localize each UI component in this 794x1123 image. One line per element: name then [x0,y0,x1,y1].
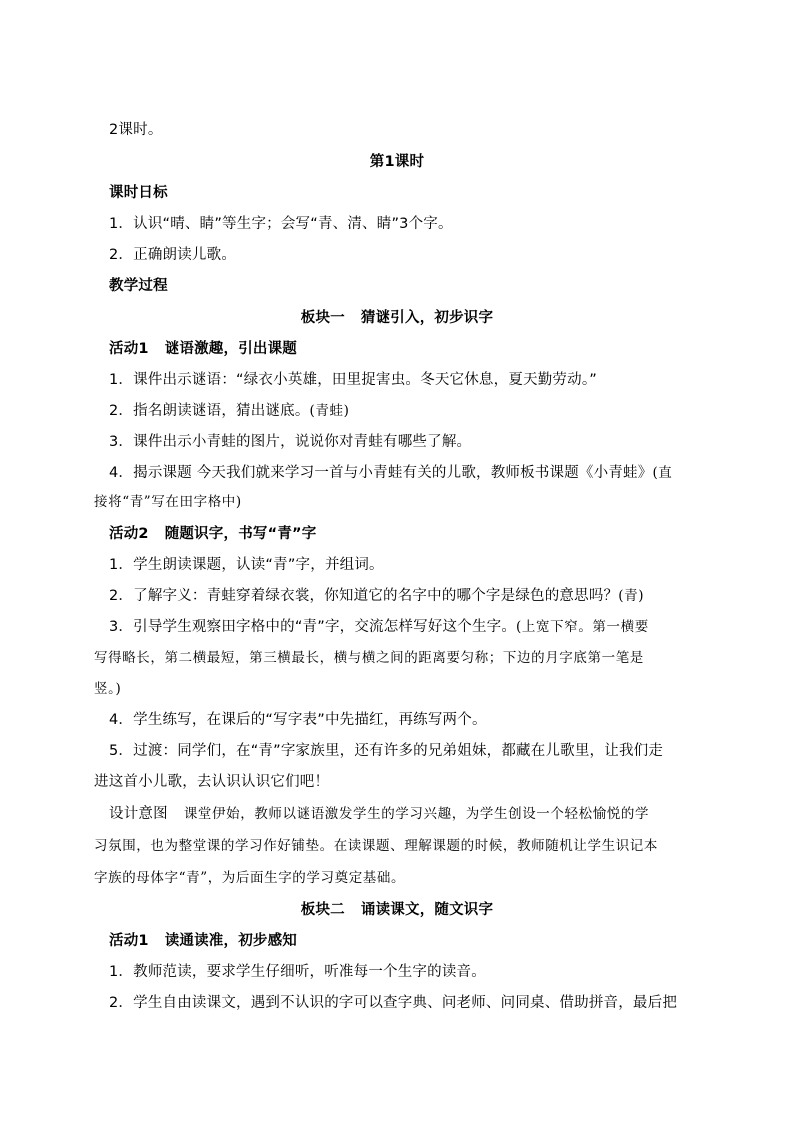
step-item: 5．过渡：同学们，在“青”字家族里，还有许多的兄弟姐妹，都藏在儿歌里，让我们走 [109,743,664,759]
step-note: (青) [618,588,645,604]
step-item: 3．课件出示小青蛙的图片，说说你对青蛙有哪些了解。 [109,434,472,450]
step-text: 3．引导学生观察田字格中的“青”字，交流怎样写好这个生字。 [109,619,517,635]
goal-item: 1．认识“晴、睛”等生字；会写“青、清、睛”3个字。 [109,216,453,232]
block-title: 猜谜引入，初步识字 [360,310,494,326]
activity-number: 活动1 [109,341,149,357]
step-item: 1．课件出示谜语：“绿衣小英雄，田里捉害虫。冬天它休息，夏天勤劳动。” [109,372,597,388]
block-title: 诵读课文，随文识字 [360,902,494,918]
process-heading: 教学过程 [109,278,168,294]
activity-heading [109,339,794,359]
step-text: 2．指名朗读谜语，猜出谜底。 [109,403,310,419]
design-text-continued: 习氛围，也为整堂课的学习作好铺垫。在读课题、理解课题的时候，教师随机让学生识记本 [94,838,658,854]
activity-title: 谜语激趣，引出课题 [164,341,298,357]
step-item [109,586,794,606]
block-heading [0,308,794,328]
goals-heading: 课时日标 [109,185,168,201]
step-note: (青蛙) [309,403,350,419]
step-item: 1．教师范读，要求学生仔细听，听准每一个生字的读音。 [109,964,486,980]
step-item: 1．学生朗读课题，认读“青”字，并组词。 [109,557,384,573]
step-text: 2．了解字义：青蛙穿着绿衣裳，你知道它的名字中的哪个字是绿色的意思吗？ [109,588,619,604]
activity-number: 活动2 [109,526,149,542]
activity-heading [109,931,794,951]
step-note: (上宽下窄。第一横要 [516,619,649,635]
section-title: 第1课时 [369,154,425,170]
design-text-continued: 字族的母体字“青”，为后面生字的学习奠定基础。 [94,870,406,886]
step-item [109,463,794,483]
design-intent [109,804,794,824]
activity-number: 活动1 [109,933,149,949]
step-note-continued: 写得略长，第二横最短，第三横最长，横与横之间的距离要匀称；下边的月字底第一笔是 [94,650,644,666]
goal-item: 2．正确朗读儿歌。 [109,247,237,263]
design-text: 课堂伊始，教师以谜语激发学生的学习兴趣，为学生创设一个轻松愉悦的学 [183,806,650,822]
step-note-continued: 竖。) [94,681,122,697]
activity-title: 读通读准，初步感知 [164,933,298,949]
step-item [109,617,794,637]
step-item: 2．学生自由读课文，遇到不认识的字可以查字典、问老师、问同桌、借助拼音，最后把 [109,995,678,1011]
block-heading [0,900,794,920]
step-text: 4．揭示课题 今天我们就来学习一首与小青蛙有关的儿歌，教师板书课题《小青蛙》 [109,465,653,481]
design-label: 设计意图 [109,806,168,822]
step-item: 4．学生练写，在课后的“写字表”中先描红，再练写两个。 [109,712,487,728]
step-note-continued: 接将“青”写在田字格中) [94,494,242,510]
text-line: 2课时。 [109,122,163,138]
step-item-continued: 进这首小儿歌，去认识认识它们吧！ [94,774,330,790]
step-note: (直 [652,465,673,481]
block-number: 板块二 [300,902,345,918]
step-item [109,401,794,421]
activity-title: 随题识字，书写“青”字 [164,526,317,542]
block-number: 板块一 [300,310,345,326]
activity-heading [109,524,794,544]
